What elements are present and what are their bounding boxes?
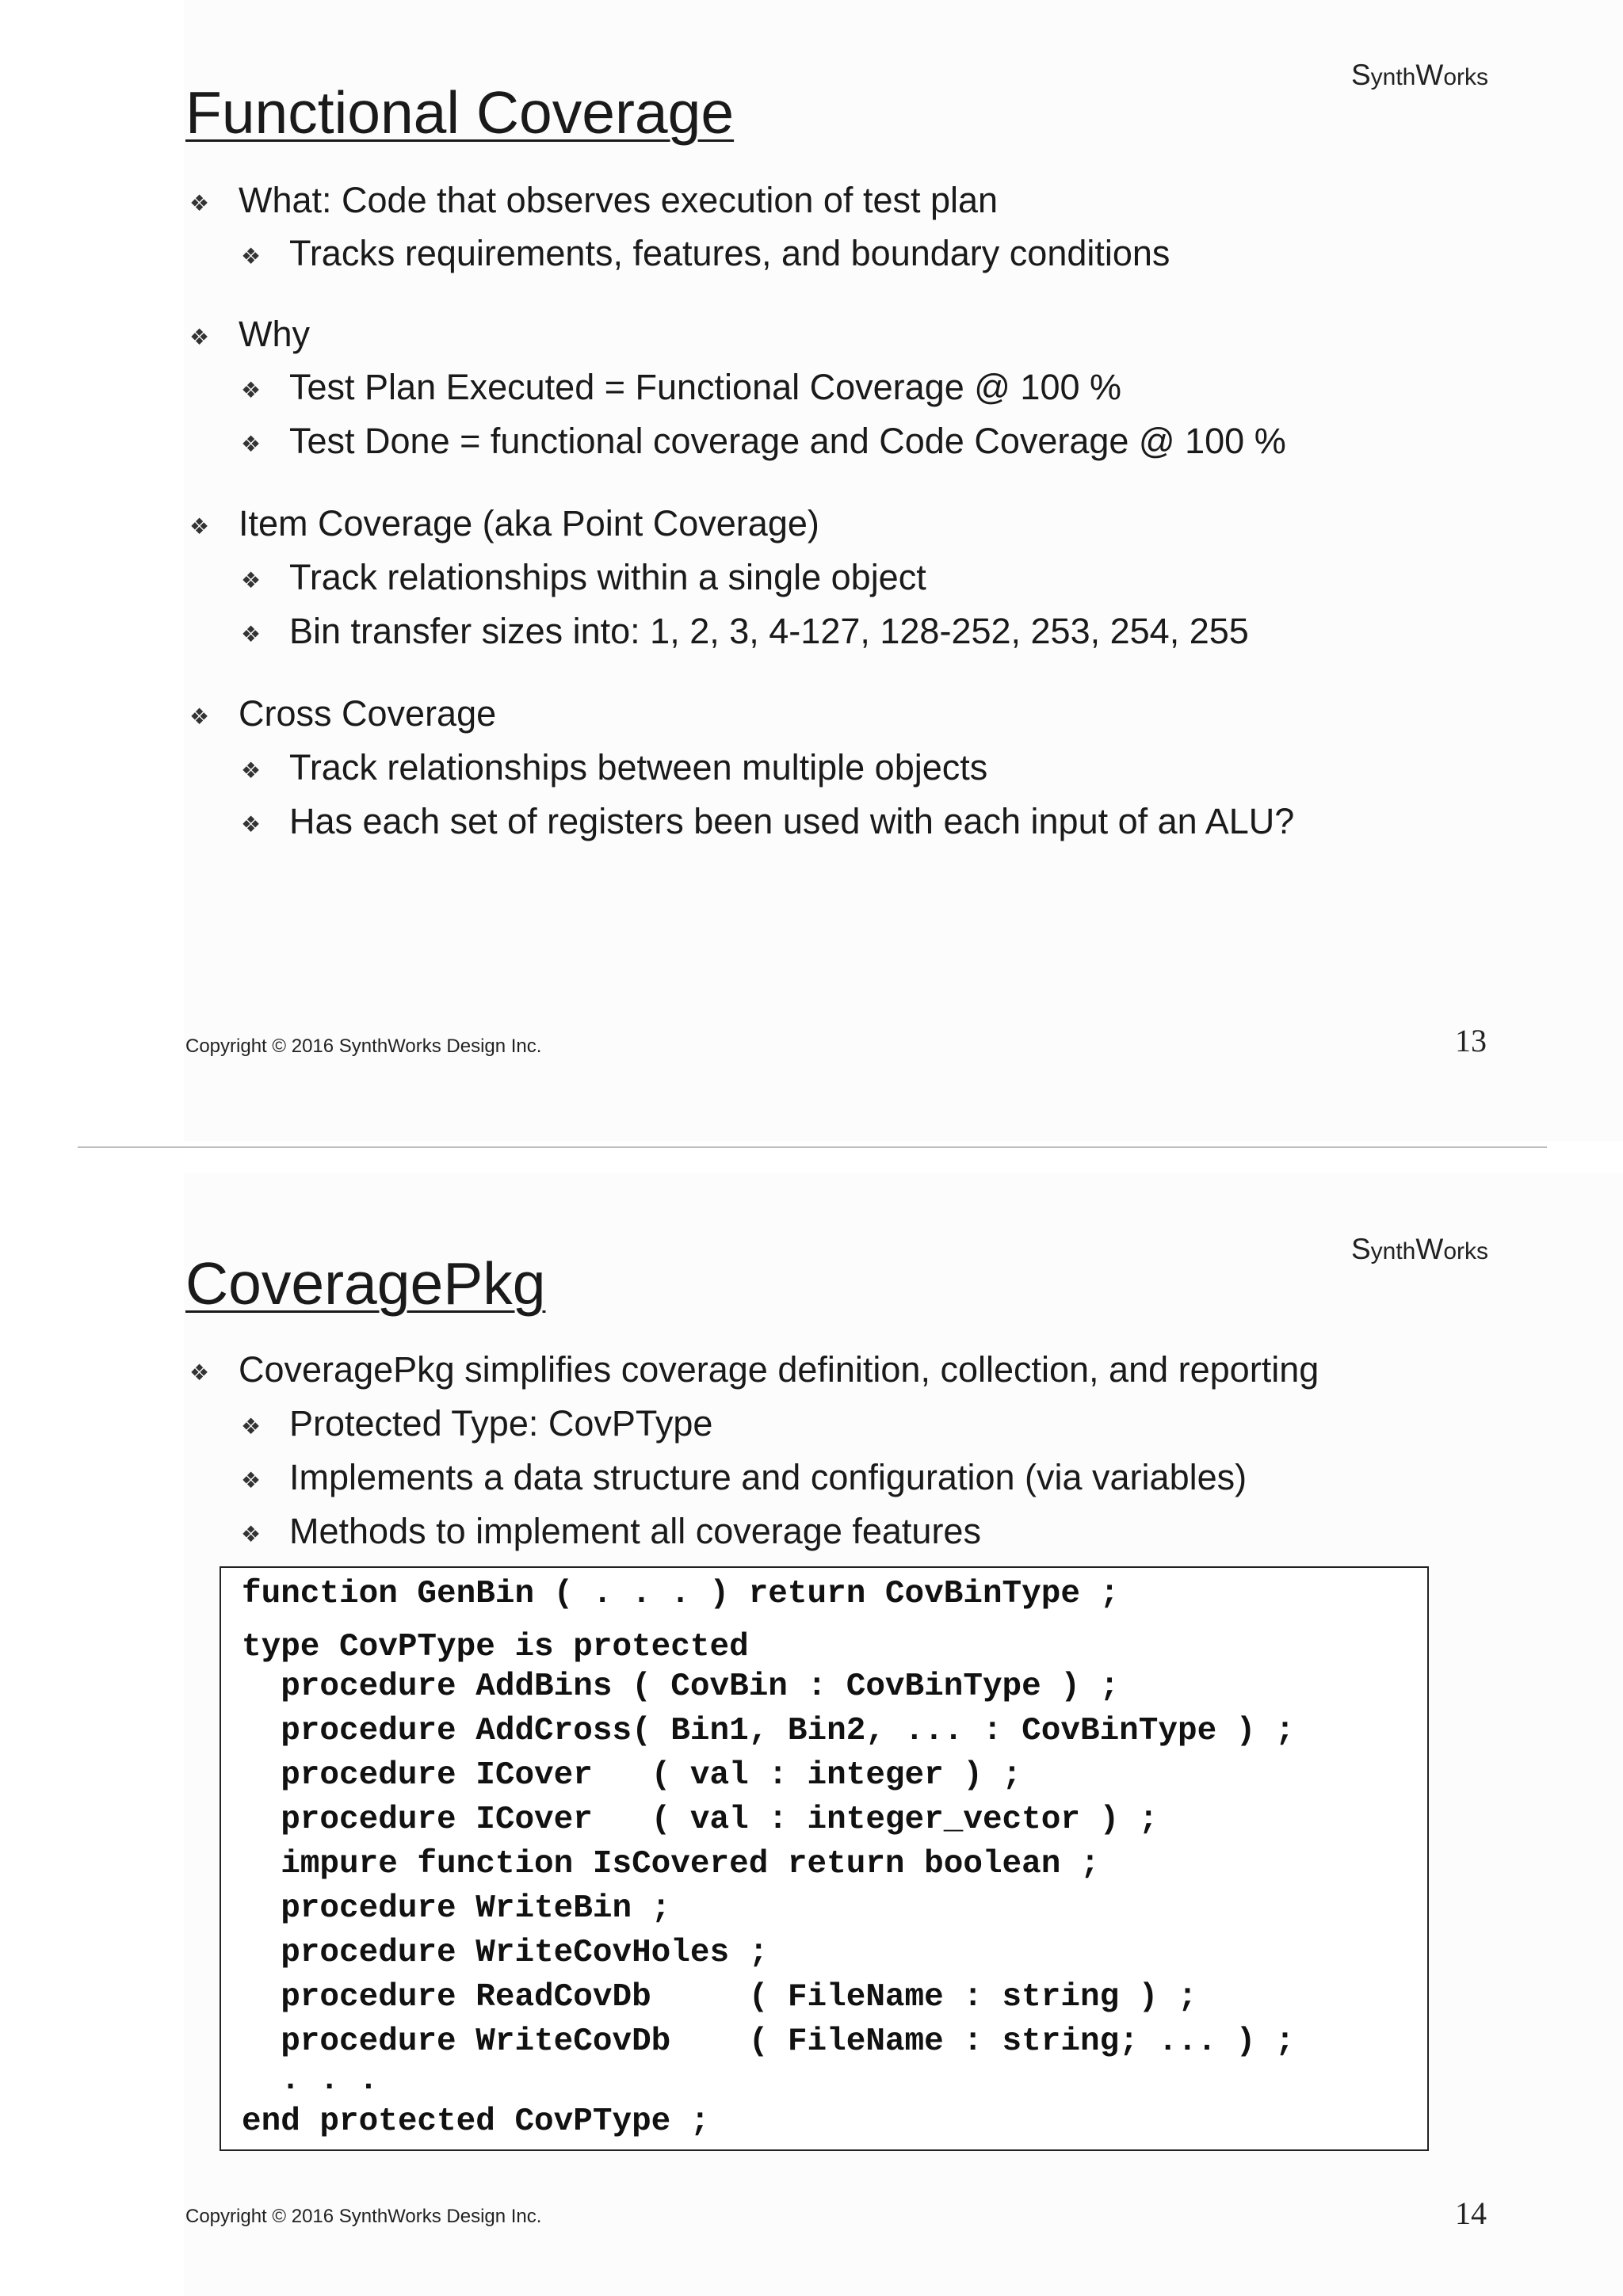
bullet-item: ❖ CoveragePkg simplifies coverage definition, collection, and reporting — [239, 1348, 1319, 1391]
sub-bullet-item: ❖ Test Done = functional coverage and Code Coverage @ 100 % — [289, 420, 1286, 463]
sub-bullet-item: ❖ Has each set of registers been used with each input of an ALU? — [289, 800, 1294, 843]
copyright-footer: Copyright © 2016 SynthWorks Design Inc. — [185, 2206, 542, 2227]
code-line: end protected CovPType ; — [242, 2103, 710, 2140]
diamond-bullet-icon: ❖ — [189, 325, 210, 349]
diamond-bullet-icon: ❖ — [189, 704, 210, 729]
code-line: procedure ICover ( val : integer ) ; — [242, 1757, 1022, 1794]
synthworks-logo: SynthWorks — [1350, 59, 1488, 91]
code-box — [220, 1566, 1429, 2151]
code-line: procedure ICover ( val : integer_vector ) ; — [242, 1802, 1159, 1838]
code-line: procedure AddBins ( CovBin : CovBinType ) ; — [242, 1669, 1120, 1705]
diamond-bullet-icon: ❖ — [241, 1522, 262, 1547]
sub-bullet-item: ❖ Tracks requirements, features, and boundary conditions — [289, 232, 1170, 275]
sub-bullet-item: ❖ Methods to implement all coverage features — [289, 1510, 981, 1553]
diamond-bullet-icon: ❖ — [241, 812, 262, 837]
page-divider — [78, 1146, 1547, 1148]
diamond-bullet-icon: ❖ — [241, 378, 262, 402]
diamond-bullet-icon: ❖ — [241, 622, 262, 646]
bullet-item: ❖ Why — [239, 313, 310, 356]
diamond-bullet-icon: ❖ — [189, 514, 210, 539]
code-line: procedure ReadCovDb ( FileName : string ) ; — [242, 1979, 1197, 2016]
diamond-bullet-icon: ❖ — [241, 432, 262, 456]
sub-bullet-item: ❖ Bin transfer sizes into: 1, 2, 3, 4-127, 128-252, 253, 254, 255 — [289, 610, 1249, 653]
slide-14 — [0, 1173, 1623, 2296]
bullet-item: ❖ Item Coverage (aka Point Coverage) — [239, 502, 819, 545]
code-line: procedure WriteCovDb ( FileName : string; ... ) ; — [242, 2023, 1295, 2060]
diamond-bullet-icon: ❖ — [241, 1468, 262, 1493]
slide-title: Functional Coverage — [185, 79, 735, 146]
code-line: procedure AddCross( Bin1, Bin2, ... : CovBinType ) ; — [242, 1713, 1295, 1749]
sub-bullet-item: ❖ Implements a data structure and configuration (via variables) — [289, 1456, 1247, 1499]
sub-bullet-item: ❖ Track relationships within a single object — [289, 556, 926, 599]
code-line: . . . — [242, 2062, 379, 2099]
page-number: 13 — [1455, 1023, 1487, 1058]
copyright-footer: Copyright © 2016 SynthWorks Design Inc. — [185, 1035, 542, 1057]
diamond-bullet-icon: ❖ — [189, 1360, 210, 1385]
diamond-bullet-icon: ❖ — [241, 244, 262, 269]
code-line: impure function IsCovered return boolean ; — [242, 1846, 1100, 1882]
code-line: type CovPType is protected — [242, 1629, 749, 1665]
diamond-bullet-icon: ❖ — [241, 568, 262, 593]
code-line: procedure WriteBin ; — [242, 1890, 671, 1927]
diamond-bullet-icon: ❖ — [241, 1414, 262, 1439]
slide-13 — [0, 0, 1623, 1141]
synthworks-logo: SynthWorks — [1350, 1233, 1488, 1265]
sub-bullet-item: ❖ Track relationships between multiple objects — [289, 746, 987, 789]
sub-bullet-item: ❖ Test Plan Executed = Functional Coverage @ 100 % — [289, 366, 1121, 409]
diamond-bullet-icon: ❖ — [241, 758, 262, 783]
bullet-item: ❖ What: Code that observes execution of test plan — [239, 179, 998, 222]
slide-title: CoveragePkg — [185, 1250, 546, 1317]
bullet-item: ❖ Cross Coverage — [239, 692, 496, 735]
sub-bullet-item: ❖ Protected Type: CovPType — [289, 1402, 712, 1445]
page-number: 14 — [1455, 2195, 1487, 2231]
code-line: function GenBin ( . . . ) return CovBinType ; — [242, 1576, 1120, 1612]
diamond-bullet-icon: ❖ — [189, 191, 210, 215]
code-line: procedure WriteCovHoles ; — [242, 1935, 769, 1971]
